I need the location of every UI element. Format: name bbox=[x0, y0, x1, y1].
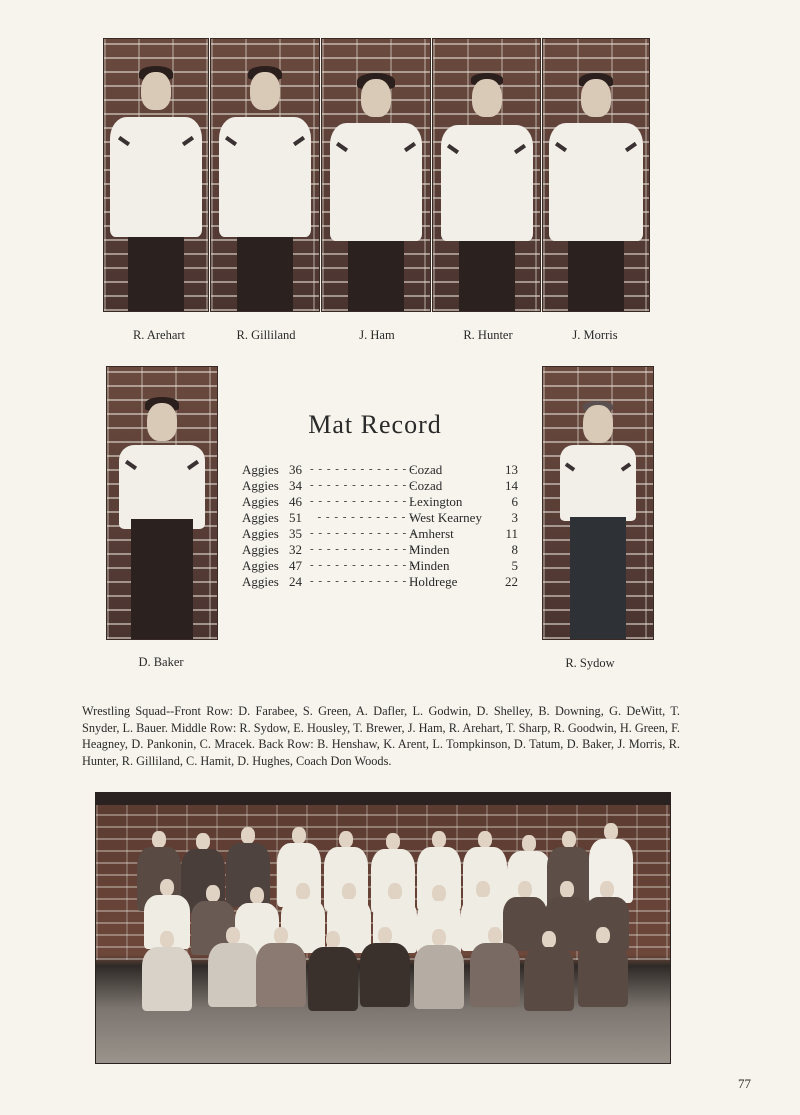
portrait-photo-gilliland bbox=[210, 38, 320, 312]
record-opponent: Cozad bbox=[409, 478, 443, 493]
portrait-caption: J. Ham bbox=[359, 328, 395, 342]
record-opponent: Cozad bbox=[409, 462, 443, 477]
record-leader: - - - - - - - - - - - - - bbox=[310, 495, 416, 507]
record-team: Aggies bbox=[242, 462, 279, 477]
record-opponent-score: 6 bbox=[511, 494, 518, 509]
record-leader: - - - - - - - - - - - - bbox=[310, 511, 415, 523]
portrait-photo-baker bbox=[106, 366, 218, 640]
record-row bbox=[242, 574, 522, 590]
record-opponent: Minden bbox=[409, 542, 450, 557]
record-team: Aggies bbox=[242, 478, 279, 493]
record-team-score: 35 bbox=[289, 526, 302, 541]
record-team-score: 24 bbox=[289, 574, 302, 589]
record-row bbox=[242, 542, 522, 558]
record-team-score: 32 bbox=[289, 542, 302, 557]
team-photo bbox=[95, 792, 671, 1064]
portrait-caption: R. Sydow bbox=[565, 656, 615, 670]
record-team-score: 47 bbox=[289, 558, 302, 573]
record-leader: - - - - - - - - - - - - - bbox=[310, 559, 416, 571]
mat-record-table bbox=[242, 462, 522, 590]
portrait-caption: R. Hunter bbox=[463, 328, 513, 342]
record-opponent: Lexington bbox=[409, 494, 463, 509]
portrait-caption: R. Gilliland bbox=[236, 328, 296, 342]
record-opponent-score: 22 bbox=[505, 574, 518, 589]
record-row bbox=[242, 558, 522, 574]
record-row bbox=[242, 478, 522, 494]
record-team-score: 36 bbox=[289, 462, 302, 477]
record-team: Aggies bbox=[242, 558, 279, 573]
mat-record-title: Mat Record bbox=[308, 410, 442, 439]
record-team: Aggies bbox=[242, 494, 279, 509]
record-opponent-score: 11 bbox=[505, 526, 518, 541]
record-team-score: 34 bbox=[289, 478, 302, 493]
record-leader: - - - - - - - - - - - - - bbox=[310, 543, 416, 555]
page-number: 77 bbox=[738, 1076, 751, 1091]
record-leader: - - - - - - - - - - - - - bbox=[310, 463, 416, 475]
portrait-caption: J. Morris bbox=[572, 328, 618, 342]
record-opponent: Minden bbox=[409, 558, 450, 573]
portrait-photo-sydow bbox=[542, 366, 654, 640]
record-team-score: 51 bbox=[289, 510, 302, 525]
record-leader: - - - - - - - - - - - - - bbox=[310, 575, 416, 587]
record-opponent: West Kearney bbox=[409, 510, 482, 525]
record-team: Aggies bbox=[242, 526, 279, 541]
portrait-photo-arehart bbox=[103, 38, 209, 312]
record-row bbox=[242, 510, 522, 526]
record-team: Aggies bbox=[242, 510, 279, 525]
record-row bbox=[242, 526, 522, 542]
record-team: Aggies bbox=[242, 542, 279, 557]
record-row bbox=[242, 462, 522, 478]
portrait-caption: D. Baker bbox=[138, 655, 184, 669]
record-opponent: Amherst bbox=[409, 526, 454, 541]
portrait-photo-ham bbox=[321, 38, 431, 312]
record-leader: - - - - - - - - - - - - - bbox=[310, 527, 416, 539]
record-opponent-score: 13 bbox=[505, 462, 518, 477]
record-opponent-score: 3 bbox=[511, 510, 518, 525]
record-team: Aggies bbox=[242, 574, 279, 589]
record-opponent-score: 14 bbox=[505, 478, 518, 493]
record-row bbox=[242, 494, 522, 510]
record-opponent-score: 5 bbox=[511, 558, 518, 573]
portrait-photo-morris bbox=[542, 38, 650, 312]
record-team-score: 46 bbox=[289, 494, 302, 509]
record-opponent: Holdrege bbox=[409, 574, 458, 589]
record-opponent-score: 8 bbox=[511, 542, 518, 557]
record-leader: - - - - - - - - - - - - - bbox=[310, 479, 416, 491]
portrait-photo-hunter bbox=[432, 38, 541, 312]
squad-caption: Wrestling Squad--Front Row: D. Farabee, S. Green, A. Dafler, L. Godwin, D. Shelley, B. Downing, G. DeWitt, T. Snyder, L. Bauer. Middle Row: R. Sydow, E. Housley, T. Brewer, J. Ham, R. Arehart, T. Sharp, R. Goodwin, H. Green, F. Heagney, D. Pankonin, C. Mracek. Back Row: B. Henshaw, K. Arent, L. Tompkinson, D. Tatum, D. Baker, J. Morris, R. Hunter, R. Gilliland, C. Hamit, D. Hughes, Coach Don Woods. bbox=[82, 704, 680, 768]
portrait-caption: R. Arehart bbox=[132, 328, 186, 342]
